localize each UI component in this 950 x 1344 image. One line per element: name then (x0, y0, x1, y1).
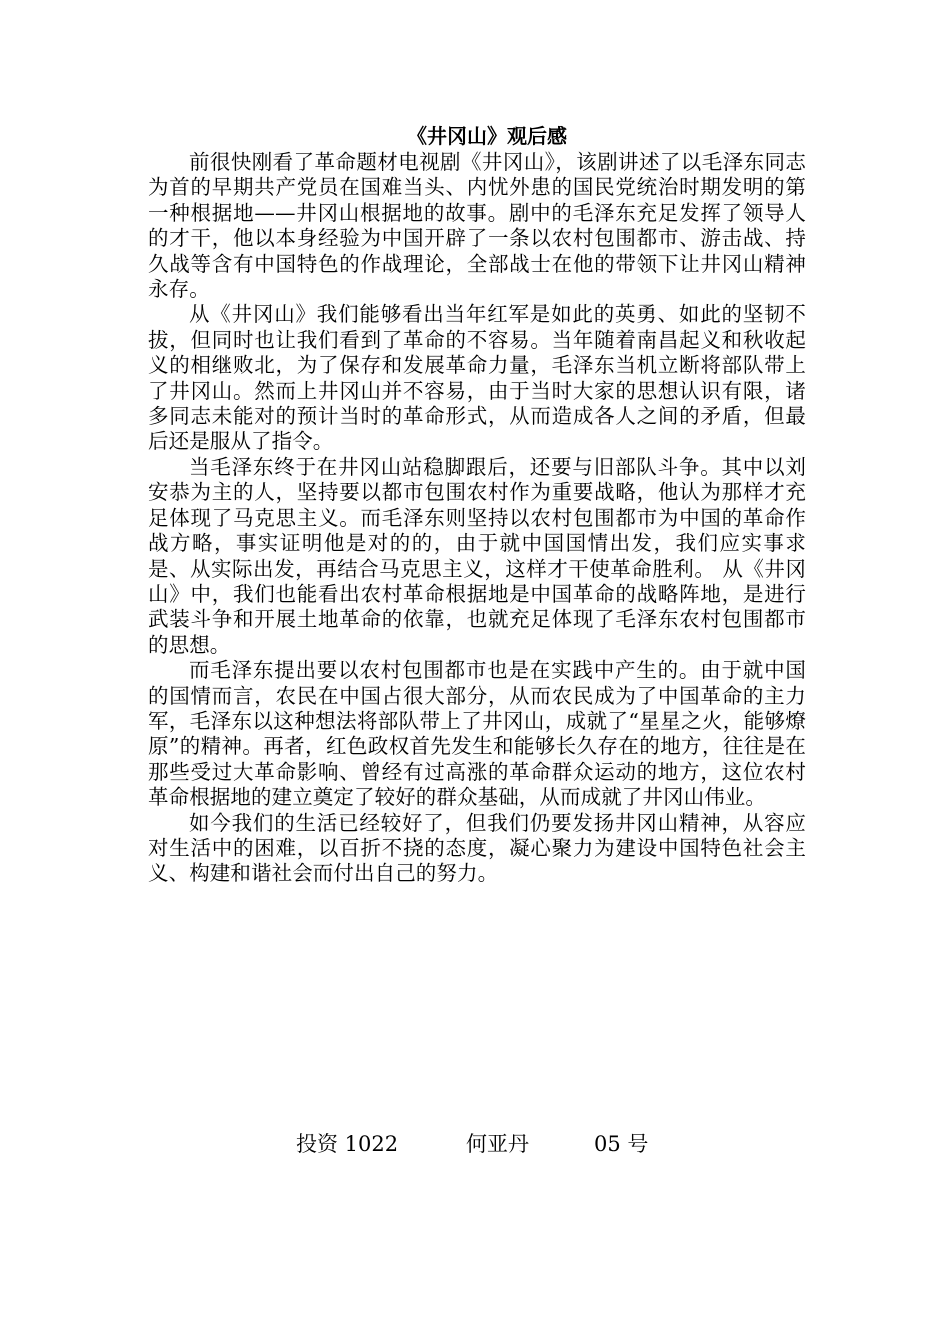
author-footer (0, 1130, 950, 1162)
class-label: 投资 1022 (296, 1132, 399, 1156)
document-title: 《井冈山》观后感 (407, 124, 567, 148)
student-number: 05 号 (594, 1132, 649, 1156)
paragraph-4: 而毛泽东提出要以农村包围都市也是在实践中产生的。由于就中国的国情而言，农民在中国占很大部分，从而农民成为了中国革命的主力军，毛泽东以这种想法将部队带上了井冈山，成就了“星星之火，能够燎原”的精神。再者，红色政权首先发生和能够长久存在的地方，往往是在那些受过大革命影响、曾经有过高涨的革命群众运动的地方，这位农村革命根据地的建立奠定了较好的群众基础，从而成就了井冈山伟业。 (148, 658, 806, 810)
paragraph-3: 当毛泽东终于在井冈山站稳脚跟后，还要与旧部队斗争。其中以刘安恭为主的人，坚持要以都市包围农村作为重要战略，他认为那样才充足体现了马克思主义。而毛泽东则坚持以农村包围都市为中国的革命作战方略，事实证明他是对的的，由于就中国国情出发，我们应实事求是、从实际出发，再结合马克思主义，这样才干使革命胜利。 从《井冈山》中，我们也能看出农村革命根据地是中国革命的战略阵地，是进行武装斗争和开展土地革命的依靠，也就充足体现了毛泽东农村包围都市的思想。 (148, 454, 806, 657)
author-name: 何亚丹 (466, 1132, 529, 1156)
paragraph-5: 如今我们的生活已经较好了，但我们仍要发扬井冈山精神，从容应对生活中的困难，以百折不挠的态度，凝心聚力为建设中国特色社会主义、构建和谐社会而付出自己的努力。 (148, 810, 806, 886)
paragraph-1: 前很快刚看了革命题材电视剧《井冈山》，该剧讲述了以毛泽东同志为首的早期共产党员在国难当头、内忧外患的国民党统治时期发明的第一种根据地——井冈山根据地的故事。剧中的毛泽东充足发挥了领导人的才干，他以本身经验为中国开辟了一条以农村包围都市、游击战、持久战等含有中国特色的作战理论，全部战士在他的带领下让井冈山精神永存。 (148, 150, 806, 302)
document-body (148, 124, 806, 887)
paragraph-2: 从《井冈山》我们能够看出当年红军是如此的英勇、如此的坚韧不拔，但同时也让我们看到了革命的不容易。当年随着南昌起义和秋收起义的相继败北，为了保存和发展革命力量，毛泽东当机立断将部队带上了井冈山。然而上井冈山并不容易，由于当时大家的思想认识有限，诸多同志未能对的预计当时的革命形式，从而造成各人之间的矛盾，但最后还是服从了指令。 (148, 302, 806, 454)
